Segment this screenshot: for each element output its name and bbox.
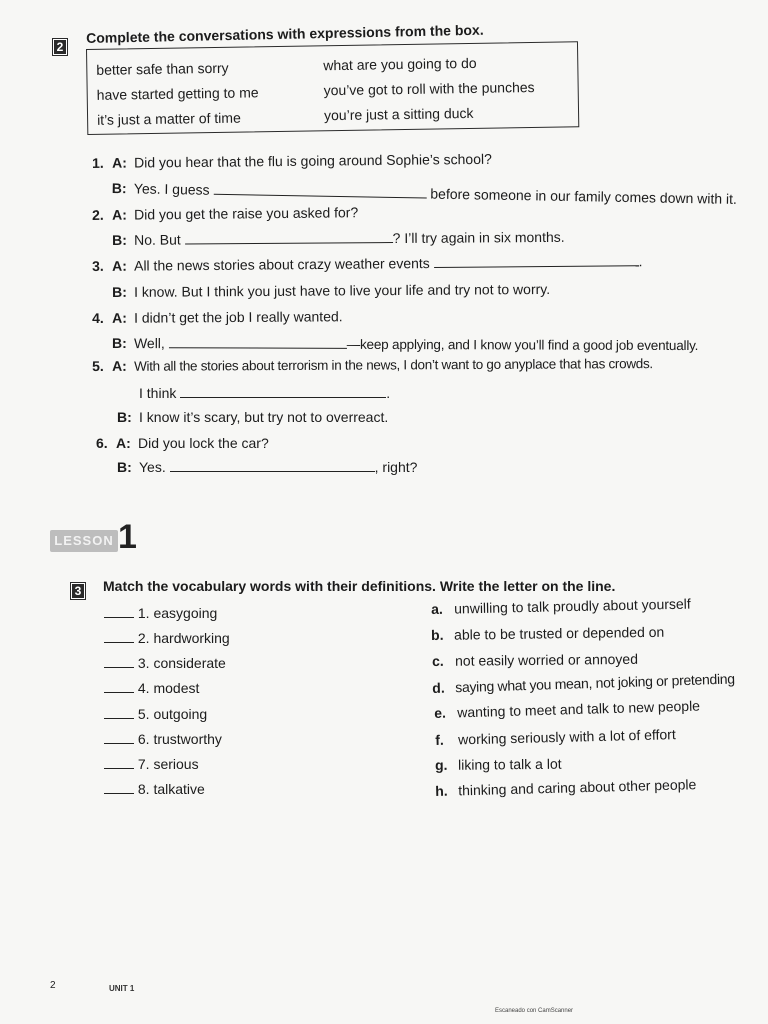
- dialogue-text: I know it’s scary, but try not to overreact.: [139, 409, 389, 425]
- conversation-line: [96, 435, 269, 451]
- item-number: 2.: [92, 206, 104, 223]
- answer-blank[interactable]: [213, 193, 426, 199]
- conversation-line: [112, 229, 565, 248]
- conversation-line: [112, 281, 550, 300]
- conversation-line: [92, 308, 343, 326]
- answer-blank[interactable]: [180, 396, 386, 398]
- definition-item: c. not easily worried or annoyed: [432, 650, 639, 669]
- speaker-label: B:: [112, 283, 127, 300]
- answer-blank[interactable]: [104, 792, 134, 794]
- exercise-instruction: Complete the conversations with expressions from the box.: [86, 21, 484, 46]
- item-number: 5.: [92, 357, 104, 374]
- dialogue-text: Yes.: [139, 459, 166, 475]
- exercise-number-badge: 2: [52, 38, 68, 56]
- expression-item: better safe than sorry: [96, 59, 229, 78]
- vocab-word: 1. easygoing: [104, 605, 217, 621]
- answer-blank[interactable]: [104, 691, 134, 693]
- dialogue-text: All the news stories about crazy weather events: [133, 255, 430, 274]
- expression-item: you’ve got to roll with the punches: [323, 78, 535, 99]
- dialogue-text: before someone in our family comes down with it.: [430, 185, 738, 207]
- item-number: 4.: [92, 309, 104, 326]
- unit-label: UNIT 1: [109, 984, 135, 993]
- definition-item: f. working seriously with a lot of effort: [435, 726, 676, 748]
- conversation-line: [92, 151, 492, 171]
- dialogue-text: With all the stories about terrorism in the news, I don’t want to go anyplace that has crowds.: [134, 356, 653, 374]
- conversation-line: [117, 459, 417, 475]
- speaker-label: B:: [112, 231, 127, 248]
- dialogue-text: Well,: [133, 335, 165, 352]
- definition-item: e. wanting to meet and talk to new people: [434, 697, 701, 721]
- vocab-word: 5. outgoing: [104, 706, 207, 722]
- expression-item: it’s just a matter of time: [96, 109, 241, 128]
- definition-item: g. liking to talk a lot: [435, 755, 562, 773]
- answer-blank[interactable]: [104, 666, 134, 668]
- item-number: 3.: [92, 257, 104, 274]
- expression-box: [86, 41, 579, 135]
- speaker-label: A:: [111, 257, 127, 274]
- vocab-word: 6. trustworthy: [104, 731, 222, 747]
- definition-item: h. thinking and caring about other people: [435, 776, 697, 799]
- speaker-label: A:: [111, 206, 127, 223]
- answer-blank[interactable]: [434, 264, 639, 268]
- conversation-line: [139, 385, 390, 401]
- exercise-number-badge: 3: [70, 582, 86, 600]
- vocab-word: 8. talkative: [104, 781, 205, 797]
- dialogue-text: .: [638, 253, 643, 270]
- answer-blank[interactable]: [185, 241, 393, 244]
- definition-item: d. saying what you mean, not joking or pretending: [432, 670, 735, 696]
- answer-blank[interactable]: [170, 470, 375, 472]
- answer-blank[interactable]: [169, 346, 347, 349]
- answer-blank[interactable]: [104, 616, 134, 618]
- answer-blank[interactable]: [104, 742, 134, 744]
- expression-item: what are you going to do: [323, 54, 477, 74]
- conversation-line: [92, 253, 643, 274]
- conversation-line: [117, 409, 388, 425]
- dialogue-text: , right?: [374, 459, 418, 475]
- speaker-label: A:: [116, 435, 131, 451]
- dialogue-text: I know. But I think you just have to live your life and try not to worry.: [133, 280, 551, 300]
- dialogue-text: Yes. I guess: [133, 180, 210, 198]
- vocab-word: 2. hardworking: [104, 630, 230, 646]
- answer-blank[interactable]: [104, 717, 134, 719]
- vocab-word: 4. modest: [104, 680, 199, 696]
- speaker-label: B:: [111, 335, 127, 352]
- dialogue-text: No. But: [133, 231, 181, 248]
- expression-item: have started getting to me: [96, 84, 259, 103]
- item-number: 1.: [92, 154, 104, 171]
- speaker-label: B:: [117, 459, 132, 475]
- conversation-line: [112, 180, 737, 207]
- conversation-line: [92, 204, 358, 223]
- dialogue-text: ? I’ll try again in six months.: [392, 228, 565, 247]
- vocab-word: 3. considerate: [104, 655, 226, 671]
- speaker-label: A:: [111, 309, 127, 326]
- speaker-label: B:: [111, 180, 127, 197]
- speaker-label: A:: [111, 357, 127, 374]
- speaker-label: A:: [111, 154, 127, 171]
- conversation-line: [92, 355, 653, 374]
- vocab-word: 7. serious: [104, 756, 199, 772]
- expression-item: you’re just a sitting duck: [323, 104, 474, 124]
- dialogue-text: —keep applying, and I know you’ll find a good job eventually.: [346, 336, 699, 354]
- definition-item: b. able to be trusted or depended on: [431, 623, 665, 643]
- dialogue-text: Did you get the raise you asked for?: [133, 204, 359, 223]
- exercise-instruction: Match the vocabulary words with their definitions. Write the letter on the line.: [103, 578, 616, 594]
- dialogue-text: Did you hear that the flu is going around Sophie’s school?: [133, 150, 492, 171]
- lesson-number: 1: [118, 518, 137, 556]
- conversation-line: [112, 335, 698, 353]
- answer-blank[interactable]: [104, 641, 134, 643]
- speaker-label: B:: [117, 409, 132, 425]
- definition-item: a. unwilling to talk proudly about yourself: [431, 595, 691, 617]
- scanner-watermark: Escaneado con CamScanner: [495, 1008, 574, 1014]
- dialogue-text: Did you lock the car?: [138, 435, 269, 451]
- dialogue-text: .: [386, 385, 391, 401]
- dialogue-text: I didn’t get the job I really wanted.: [133, 308, 343, 326]
- answer-blank[interactable]: [104, 767, 134, 769]
- item-number: 6.: [96, 435, 108, 451]
- lesson-label: LESSON: [50, 530, 118, 552]
- page-number: 2: [50, 980, 56, 991]
- dialogue-text: I think: [139, 385, 177, 401]
